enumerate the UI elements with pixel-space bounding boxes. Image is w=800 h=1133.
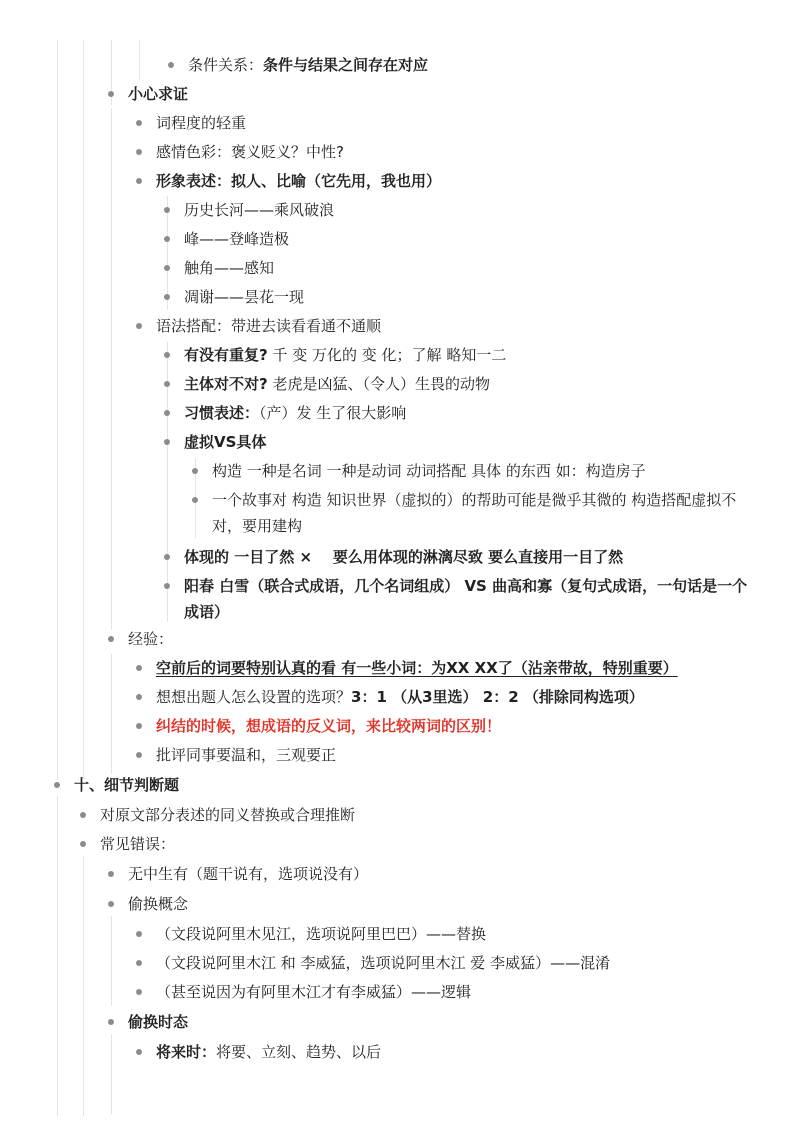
list-item bbox=[164, 226, 289, 252]
bullet-icon bbox=[136, 178, 142, 184]
indent-guide bbox=[139, 40, 140, 80]
item-text: 对原文部分表述的同义替换或合理推断 bbox=[100, 806, 356, 824]
list-item bbox=[108, 626, 173, 652]
bullet-icon bbox=[136, 989, 142, 995]
indent-guide bbox=[111, 654, 112, 774]
item-text: 偷换时态 bbox=[128, 1013, 189, 1031]
indent-guide bbox=[83, 856, 84, 1116]
list-item bbox=[164, 255, 274, 281]
item-label: 习惯表述： bbox=[184, 404, 260, 422]
item-text: 构造 一种是名词 一种是动词 动词搭配 具体 的东西 如：构造房子 bbox=[212, 462, 646, 480]
bullet-icon bbox=[108, 871, 114, 877]
bullet-icon bbox=[164, 554, 170, 560]
list-item bbox=[136, 139, 344, 165]
item-text: 阳春 白雪（联合式成语，几个名词组成） VS 曲高和寡（复句式成语，一句话是一个成语） bbox=[184, 577, 748, 621]
bullet-icon bbox=[164, 439, 170, 445]
indent-guide bbox=[57, 40, 58, 780]
bullet-icon bbox=[80, 841, 86, 847]
list-item bbox=[136, 1039, 381, 1065]
list-item bbox=[168, 52, 428, 78]
item-text: 无中生有（题干说有，选项说没有） bbox=[128, 865, 369, 883]
bullet-icon bbox=[136, 960, 142, 966]
bullet-icon bbox=[136, 694, 142, 700]
item-text: 3：1 （从3里选） 2：2 （排除同构选项） bbox=[351, 688, 644, 706]
list-item bbox=[164, 400, 406, 426]
list-item bbox=[164, 371, 490, 397]
item-text: （产）发 生了很大影响 bbox=[259, 404, 407, 422]
bullet-icon bbox=[136, 723, 142, 729]
item-text: 凋谢——昙花一现 bbox=[184, 288, 305, 306]
bullet-icon bbox=[108, 91, 114, 97]
bullet-icon bbox=[164, 381, 170, 387]
bullet-icon bbox=[108, 901, 114, 907]
item-text: 偷换概念 bbox=[128, 895, 189, 913]
indent-guide bbox=[111, 916, 112, 1006]
item-text: 触角——感知 bbox=[184, 259, 275, 277]
item-label: 有没有重复? bbox=[184, 346, 268, 364]
item-text: （文段说阿里木见江，选项说阿里巴巴）——替换 bbox=[156, 925, 487, 943]
item-text: 常见错误： bbox=[100, 835, 176, 853]
list-item bbox=[136, 713, 501, 739]
bullet-icon bbox=[164, 265, 170, 271]
bullet-icon bbox=[136, 665, 142, 671]
item-text: 十、细节判断题 bbox=[74, 776, 180, 794]
item-text: 一个故事对 构造 知识世界（虚拟的）的帮助可能是微乎其微的 构造搭配虚拟不对，要用建构 bbox=[212, 491, 737, 535]
indent-guide bbox=[83, 40, 84, 780]
bullet-icon bbox=[136, 120, 142, 126]
bullet-icon bbox=[80, 812, 86, 818]
section-heading bbox=[54, 772, 179, 798]
item-text: 峰——登峰造极 bbox=[184, 230, 290, 248]
list-item bbox=[164, 544, 623, 570]
list-item bbox=[136, 979, 471, 1005]
bullet-icon bbox=[192, 468, 198, 474]
bullet-icon bbox=[168, 62, 174, 68]
list-item bbox=[164, 573, 764, 625]
indent-guide bbox=[111, 108, 112, 630]
list-item bbox=[136, 168, 441, 194]
list-item bbox=[136, 110, 246, 136]
bullet-icon bbox=[164, 236, 170, 242]
bullet-icon bbox=[108, 636, 114, 642]
list-item bbox=[136, 742, 336, 768]
list-item bbox=[80, 802, 355, 828]
bullet-icon bbox=[164, 410, 170, 416]
bullet-icon bbox=[136, 752, 142, 758]
bullet-icon bbox=[192, 497, 198, 503]
item-text: 将要、立刻、趋势、以后 bbox=[216, 1043, 382, 1061]
list-item bbox=[136, 921, 486, 947]
item-text: 空前后的词要特别认真的看 有一些小词：为XX XX了（沾亲带故，特别重要） bbox=[156, 659, 678, 677]
indent-guide bbox=[57, 796, 58, 1116]
item-text: 语法搭配：带进去读看看通不通顺 bbox=[156, 317, 382, 335]
bullet-icon bbox=[136, 931, 142, 937]
item-text: （文段说阿里木江 和 李威猛，选项说阿里木江 爱 李威猛）——混淆 bbox=[156, 954, 611, 972]
list-item bbox=[164, 342, 506, 368]
item-text: 经验： bbox=[128, 630, 174, 648]
item-text: 历史长河——乘风破浪 bbox=[184, 201, 335, 219]
list-item bbox=[192, 487, 762, 539]
item-text: 虚拟VS具体 bbox=[184, 433, 267, 451]
item-text: 纠结的时候，想成语的反义词，来比较两词的区别！ bbox=[156, 717, 502, 735]
item-text: 老虎是凶猛、（令人）生畏的动物 bbox=[267, 375, 490, 393]
item-label: 将来时： bbox=[156, 1043, 217, 1061]
bullet-icon bbox=[164, 352, 170, 358]
item-text: 千 变 万化的 变 化；了解 略知一二 bbox=[267, 346, 507, 364]
bullet-icon bbox=[136, 149, 142, 155]
bullet-icon bbox=[108, 1019, 114, 1025]
list-item bbox=[164, 284, 304, 310]
item-text: 形象表述：拟人、比喻（它先用，我也用） bbox=[156, 172, 442, 190]
item-label: 条件关系： bbox=[188, 56, 264, 74]
list-item bbox=[136, 655, 678, 681]
list-item bbox=[108, 1009, 188, 1035]
list-item bbox=[136, 684, 644, 710]
bullet-icon bbox=[164, 294, 170, 300]
list-item bbox=[108, 81, 188, 107]
bullet-icon bbox=[164, 207, 170, 213]
item-text: 批评同事要温和，三观要正 bbox=[156, 746, 337, 764]
item-text: 体现的 一目了然 × 要么用体现的淋漓尽致 要么直接用一目了然 bbox=[184, 548, 624, 566]
item-text: 条件与结果之间存在对应 bbox=[263, 56, 429, 74]
bullet-icon bbox=[136, 323, 142, 329]
item-label: 想想出题人怎么设置的选项？ bbox=[156, 688, 352, 706]
list-item bbox=[108, 861, 368, 887]
list-item bbox=[80, 831, 175, 857]
list-item bbox=[164, 197, 334, 223]
item-text: 感情色彩：褒义贬义？中性? bbox=[156, 143, 344, 161]
bullet-icon bbox=[136, 1049, 142, 1055]
bullet-icon bbox=[164, 583, 170, 589]
bullet-icon bbox=[54, 782, 60, 788]
item-label: 主体对不对? bbox=[184, 375, 268, 393]
indent-guide bbox=[111, 1034, 112, 1114]
list-item bbox=[192, 458, 646, 484]
item-text: （甚至说因为有阿里木江才有李威猛）——逻辑 bbox=[156, 983, 472, 1001]
item-text: 小心求证 bbox=[128, 85, 189, 103]
list-item bbox=[108, 891, 188, 917]
list-item bbox=[136, 950, 610, 976]
item-text: 词程度的轻重 bbox=[156, 114, 247, 132]
list-item bbox=[136, 313, 381, 339]
list-item bbox=[164, 429, 266, 455]
